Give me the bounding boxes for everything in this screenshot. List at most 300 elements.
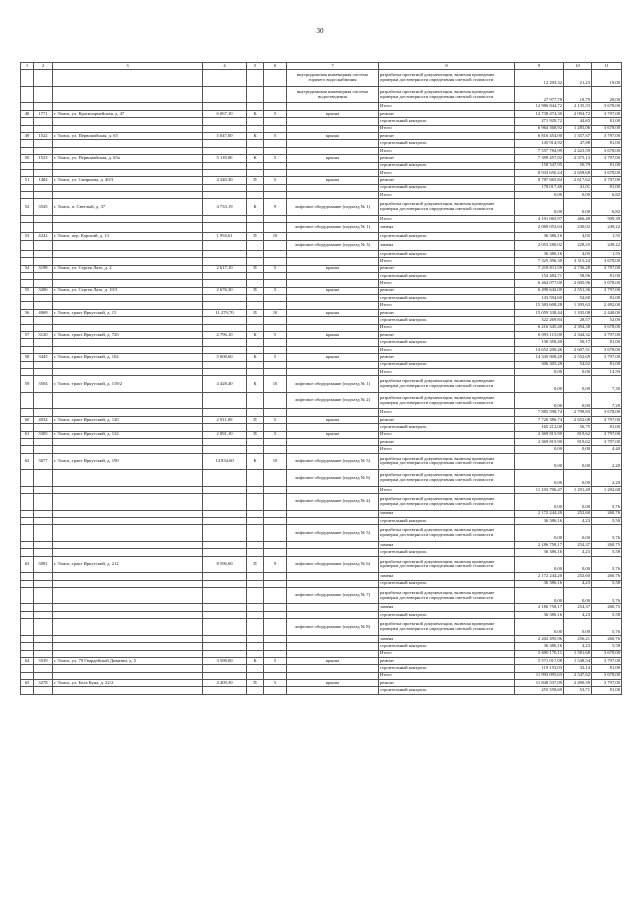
table-row	[21, 470, 622, 487]
limit-cost-cell: 3 797,00	[592, 265, 622, 272]
num-cell: 62	[21, 453, 34, 470]
work-type-cell: Итого	[379, 192, 515, 199]
limit-cost-cell: 81,00	[592, 295, 622, 302]
system-cell	[287, 103, 379, 110]
cost-cell: 0,00	[515, 587, 564, 604]
floors-cell: 9	[264, 199, 287, 216]
address-cell	[53, 643, 203, 650]
system-cell: крыша	[287, 177, 379, 184]
cost-cell: 12 738 474,30	[515, 110, 564, 117]
system-cell: крыша	[287, 354, 379, 361]
floors-cell	[264, 525, 287, 542]
floors-cell: 5	[264, 132, 287, 139]
address-cell	[53, 486, 203, 493]
system-cell	[287, 580, 379, 587]
floors-cell	[264, 346, 287, 353]
address-cell: г. Томск, ул. Первомайская, д. 65	[53, 132, 203, 139]
floors-cell	[264, 240, 287, 250]
code-cell	[34, 486, 53, 493]
cost-cell: 178 017,40	[515, 184, 564, 191]
area-cell	[203, 280, 247, 287]
code-cell	[34, 86, 53, 103]
wall-type-cell	[247, 86, 264, 103]
num-cell	[21, 258, 34, 265]
limit-cost-cell: 509,39	[592, 215, 622, 222]
wall-type-cell	[247, 215, 264, 222]
floors-cell	[264, 324, 287, 331]
cost-per-m2-cell: 0,00	[564, 446, 592, 453]
area-cell	[203, 125, 247, 132]
num-cell	[21, 302, 34, 309]
table-row	[21, 346, 622, 353]
cost-cell: 143 594,60	[515, 295, 564, 302]
limit-cost-cell: 3 797,00	[592, 110, 622, 117]
table-row	[21, 169, 622, 176]
wall-type-cell: П	[247, 309, 264, 316]
limit-cost-cell: 5,58	[592, 611, 622, 618]
num-cell	[21, 446, 34, 453]
address-cell	[53, 192, 203, 199]
cost-cell: 7 399 457,02	[515, 155, 564, 162]
limit-cost-cell: 7,30	[592, 376, 622, 393]
table-row	[21, 619, 622, 636]
cost-per-m2-cell: 2 490,39	[564, 680, 592, 687]
header-cell-2: 2	[34, 63, 53, 70]
cost-per-m2-cell: 252,60	[564, 510, 592, 517]
cost-cell: 36 386,16	[515, 233, 564, 240]
system-cell: крыша	[287, 287, 379, 294]
system-cell	[287, 635, 379, 642]
num-cell	[21, 409, 34, 416]
work-type-cell: ремонт	[379, 438, 515, 445]
system-cell	[287, 192, 379, 199]
work-type-cell: Итого	[379, 147, 515, 154]
address-cell: г. Томск, тракт Иркутский, д. 122	[53, 431, 203, 438]
area-cell: 5 118,00	[203, 155, 247, 162]
limit-cost-cell: 81,00	[592, 339, 622, 346]
cost-cell: 5 571 017,08	[515, 657, 564, 664]
limit-cost-cell: 5,58	[592, 549, 622, 556]
floors-cell: 5	[264, 332, 287, 339]
num-cell	[21, 687, 34, 694]
address-cell: г. Томск, тракт Иркутский, д. 212	[53, 556, 203, 573]
code-cell: 3504	[34, 376, 53, 393]
cost-cell: 8 933 650,24	[515, 169, 564, 176]
table-row	[21, 110, 622, 117]
code-cell	[34, 650, 53, 657]
floors-cell: 5	[264, 657, 287, 664]
address-cell	[53, 70, 203, 87]
area-cell	[203, 215, 247, 222]
wall-type-cell	[247, 295, 264, 302]
limit-cost-cell: 5,58	[592, 643, 622, 650]
table-header-row	[21, 63, 622, 70]
table-row	[21, 431, 622, 438]
code-cell: 4069	[34, 309, 53, 316]
floors-cell	[264, 369, 287, 376]
wall-type-cell	[247, 486, 264, 493]
limit-cost-cell: 81,00	[592, 140, 622, 147]
floors-cell	[264, 573, 287, 580]
work-type-cell: Итого	[379, 302, 515, 309]
area-cell	[203, 317, 247, 324]
system-cell	[287, 486, 379, 493]
cost-cell: 154 484,71	[515, 272, 564, 279]
work-type-cell: разработка проектной документации, включая проведение проверки достоверности определения сметной стоимости	[379, 453, 515, 470]
limit-cost-cell: 81,00	[592, 184, 622, 191]
code-cell	[34, 162, 53, 169]
address-cell: г. Томск, тракт Иркутский, д. 102	[53, 354, 203, 361]
table-row	[21, 250, 622, 257]
area-cell	[203, 86, 247, 103]
address-cell: г. Томск, ул. Сергея Лазо, д. 2	[53, 265, 203, 272]
code-cell	[34, 392, 53, 409]
work-type-cell: строительный контроль	[379, 140, 515, 147]
work-type-cell: Итого	[379, 650, 515, 657]
address-cell	[53, 619, 203, 636]
cost-per-m2-cell: 0,00	[564, 453, 592, 470]
cost-per-m2-cell: 54,62	[564, 361, 592, 368]
cost-cell: 7 557 784,99	[515, 147, 564, 154]
table-row	[21, 680, 622, 687]
area-cell: 8 596,60	[203, 556, 247, 573]
num-cell	[21, 339, 34, 346]
system-cell: крыша	[287, 332, 379, 339]
work-type-cell: разработка проектной документации, включая проведение проверки достоверности определения сметной стоимости	[379, 376, 515, 393]
code-cell	[34, 541, 53, 548]
header-cell-5: 5	[247, 63, 264, 70]
cost-cell: 2 186 758,17	[515, 541, 564, 548]
cost-cell: 6 964 368,92	[515, 125, 564, 132]
code-cell: 3120	[34, 332, 53, 339]
area-cell	[203, 140, 247, 147]
cost-per-m2-cell: 2 394,38	[564, 324, 592, 331]
address-cell	[53, 635, 203, 642]
area-cell: 3 598,00	[203, 657, 247, 664]
area-cell: 4 733,19	[203, 199, 247, 216]
num-cell	[21, 103, 34, 110]
system-cell: крыша	[287, 309, 379, 316]
address-cell	[53, 672, 203, 679]
system-cell	[287, 118, 379, 125]
system-cell	[287, 346, 379, 353]
wall-type-cell	[247, 162, 264, 169]
system-cell: крыша	[287, 110, 379, 117]
code-cell	[34, 604, 53, 611]
cost-cell: 15 059 338,44	[515, 309, 564, 316]
cost-per-m2-cell: 56,75	[564, 424, 592, 431]
work-type-cell: Итого	[379, 431, 515, 438]
header-cell-7: 7	[287, 63, 379, 70]
num-cell	[21, 486, 34, 493]
wall-type-cell	[247, 346, 264, 353]
cost-cell: 0,00	[515, 619, 564, 636]
code-cell	[34, 295, 53, 302]
work-type-cell: разработка проектной документации, включая проведение проверки достоверности определения сметной стоимости	[379, 470, 515, 487]
code-cell	[34, 184, 53, 191]
work-type-cell: ремонт	[379, 132, 515, 139]
num-cell	[21, 295, 34, 302]
area-cell	[203, 324, 247, 331]
code-cell	[34, 687, 53, 694]
cost-cell: 2 186 758,17	[515, 604, 564, 611]
wall-type-cell	[247, 650, 264, 657]
address-cell	[53, 650, 203, 657]
num-cell: 59	[21, 376, 34, 393]
table-row	[21, 361, 622, 368]
work-type-cell: разработка проектной документации, включая проведение проверки достоверности определения сметной стоимости	[379, 556, 515, 573]
work-type-cell: строительный контроль	[379, 184, 515, 191]
work-type-cell: ремонт	[379, 416, 515, 423]
cost-per-m2-cell: 4,23	[564, 643, 592, 650]
code-cell: 3545	[34, 199, 53, 216]
address-cell	[53, 86, 203, 103]
code-cell	[34, 580, 53, 587]
cost-per-m2-cell: 3 315,24	[564, 258, 592, 265]
num-cell	[21, 650, 34, 657]
cost-per-m2-cell: 2 375,13	[564, 155, 592, 162]
table-row	[21, 672, 622, 679]
system-cell: крыша	[287, 416, 379, 423]
cost-cell: 15 383 608,28	[515, 302, 564, 309]
limit-cost-cell: 81,00	[592, 118, 622, 125]
address-cell: г. Томск, пер. Карский, д. 13	[53, 233, 203, 240]
cost-cell: 2 172 244,20	[515, 510, 564, 517]
system-cell	[287, 446, 379, 453]
area-cell	[203, 295, 247, 302]
table-row	[21, 118, 622, 125]
system-cell	[287, 409, 379, 416]
cost-cell: 12 986 844,72	[515, 103, 564, 110]
system-cell	[287, 665, 379, 672]
cost-cell: 0,00	[515, 470, 564, 487]
code-cell	[34, 103, 53, 110]
floors-cell: 5	[264, 265, 287, 272]
cost-cell: 2 053 280,02	[515, 240, 564, 250]
table-row	[21, 125, 622, 132]
code-cell: 3278	[34, 680, 53, 687]
num-cell	[21, 192, 34, 199]
cost-cell: 6 490 642,00	[515, 287, 564, 294]
limit-cost-cell: 1 292,68	[592, 486, 622, 493]
area-cell: 2 891,10	[203, 431, 247, 438]
wall-type-cell	[247, 169, 264, 176]
cost-cell: 36 386,16	[515, 549, 564, 556]
floors-cell	[264, 215, 287, 222]
code-cell	[34, 643, 53, 650]
cost-cell: 2 069 053,64	[515, 223, 564, 233]
address-cell	[53, 184, 203, 191]
cost-per-m2-cell: 230,02	[564, 223, 592, 233]
code-cell	[34, 339, 53, 346]
wall-type-cell: П	[247, 265, 264, 272]
limit-cost-cell: 5,76	[592, 556, 622, 573]
limit-cost-cell: 14,59	[592, 369, 622, 376]
wall-type-cell	[247, 184, 264, 191]
code-cell	[34, 573, 53, 580]
cost-cell: 145 914,92	[515, 140, 564, 147]
address-cell	[53, 687, 203, 694]
wall-type-cell	[247, 369, 264, 376]
address-cell	[53, 223, 203, 233]
code-cell	[34, 549, 53, 556]
address-cell	[53, 438, 203, 445]
address-cell	[53, 510, 203, 517]
num-cell	[21, 147, 34, 154]
limit-cost-cell: 3 678,00	[592, 650, 622, 657]
table-row	[21, 302, 622, 309]
floors-cell: 10	[264, 309, 287, 316]
floors-cell: 5	[264, 287, 287, 294]
code-cell	[34, 240, 53, 250]
cost-per-m2-cell: 2 798,85	[564, 409, 592, 416]
floors-cell	[264, 650, 287, 657]
code-cell	[34, 369, 53, 376]
floors-cell	[264, 665, 287, 672]
cost-per-m2-cell: 28,57	[564, 317, 592, 324]
work-type-cell: строительный контроль	[379, 643, 515, 650]
table-row	[21, 265, 622, 272]
area-cell	[203, 339, 247, 346]
system-cell	[287, 510, 379, 517]
floors-cell	[264, 392, 287, 409]
cost-cell: 6 816 454,00	[515, 132, 564, 139]
cost-cell: 36 386,16	[515, 611, 564, 618]
wall-type-cell: К	[247, 332, 264, 339]
code-cell: 3081	[34, 556, 53, 573]
code-cell	[34, 192, 53, 199]
cost-cell: 7 218 811,59	[515, 265, 564, 272]
area-cell	[203, 619, 247, 636]
limit-cost-cell: 3 797,00	[592, 177, 622, 184]
work-type-cell: строительный контроль	[379, 339, 515, 346]
address-cell	[53, 250, 203, 257]
system-cell	[287, 687, 379, 694]
cost-per-m2-cell: 50,79	[564, 162, 592, 169]
work-type-cell: строительный контроль	[379, 118, 515, 125]
limit-cost-cell: 81,00	[592, 162, 622, 169]
num-cell	[21, 494, 34, 511]
num-cell	[21, 361, 34, 368]
floors-cell	[264, 125, 287, 132]
limit-cost-cell: 3 678,00	[592, 324, 622, 331]
header-cell-9: 9	[515, 63, 564, 70]
code-cell	[34, 324, 53, 331]
floors-cell	[264, 295, 287, 302]
floors-cell	[264, 494, 287, 511]
system-cell: лифтовое оборудование (подъезд № 1)	[287, 199, 379, 216]
table-row	[21, 192, 622, 199]
limit-cost-cell: 3 797,00	[592, 657, 622, 664]
work-type-cell: замена	[379, 541, 515, 548]
wall-type-cell	[247, 672, 264, 679]
table-row	[21, 317, 622, 324]
area-cell: 14 834,60	[203, 453, 247, 470]
table-row	[21, 549, 622, 556]
wall-type-cell	[247, 525, 264, 542]
address-cell	[53, 140, 203, 147]
table-row	[21, 424, 622, 431]
wall-type-cell: П	[247, 431, 264, 438]
address-cell: г. Томск, ул. Первомайская, д. 65а	[53, 155, 203, 162]
cost-per-m2-cell: 0,00	[564, 619, 592, 636]
num-cell	[21, 86, 34, 103]
system-cell: лифтовое оборудование (подъезд № 4)	[287, 494, 379, 511]
wall-type-cell	[247, 324, 264, 331]
wall-type-cell	[247, 619, 264, 636]
floors-cell	[264, 258, 287, 265]
cost-cell: 0,00	[515, 446, 564, 453]
table-row	[21, 86, 622, 103]
floors-cell: 5	[264, 680, 287, 687]
address-cell	[53, 549, 203, 556]
limit-cost-cell: 81,00	[592, 665, 622, 672]
limit-cost-cell: 3 678,00	[592, 409, 622, 416]
wall-type-cell	[247, 604, 264, 611]
work-type-cell: разработка проектной документации, включая проведение проверки достоверности определения сметной стоимости	[379, 587, 515, 604]
num-cell	[21, 510, 34, 517]
area-cell	[203, 510, 247, 517]
area-cell: 4 428,40	[203, 376, 247, 393]
work-type-cell: строительный контроль	[379, 272, 515, 279]
cost-cell: 2 369 815,90	[515, 431, 564, 438]
cost-cell: 2 172 244,20	[515, 573, 564, 580]
cost-per-m2-cell: 50,17	[564, 339, 592, 346]
cost-cell: 0,00	[515, 453, 564, 470]
work-type-cell: разработка проектной документации, включая проведение проверки достоверности определения сметной стоимости	[379, 494, 515, 511]
floors-cell	[264, 438, 287, 445]
table-row	[21, 223, 622, 233]
system-cell	[287, 573, 379, 580]
floors-cell	[264, 409, 287, 416]
address-cell	[53, 494, 203, 511]
area-cell	[203, 250, 247, 257]
floors-cell	[264, 687, 287, 694]
cost-per-m2-cell: 1 393,63	[564, 302, 592, 309]
floors-cell	[264, 510, 287, 517]
area-cell: 2 796,10	[203, 332, 247, 339]
area-cell	[203, 162, 247, 169]
wall-type-cell	[247, 223, 264, 233]
wall-type-cell	[247, 70, 264, 87]
num-cell	[21, 438, 34, 445]
header-cell-6: 6	[264, 63, 287, 70]
area-cell	[203, 494, 247, 511]
table-row	[21, 409, 622, 416]
system-cell	[287, 438, 379, 445]
limit-cost-cell: 5,76	[592, 619, 622, 636]
cost-cell: 8 787 665,84	[515, 177, 564, 184]
address-cell	[53, 302, 203, 309]
address-cell	[53, 587, 203, 604]
num-cell: 54	[21, 265, 34, 272]
wall-type-cell	[247, 140, 264, 147]
cost-per-m2-cell: 2 094,72	[564, 110, 592, 117]
limit-cost-cell: 260,76	[592, 510, 622, 517]
floors-cell	[264, 549, 287, 556]
address-cell	[53, 169, 203, 176]
table-row	[21, 635, 622, 642]
cost-per-m2-cell: 2 135,33	[564, 103, 592, 110]
cost-per-m2-cell: 4,23	[564, 549, 592, 556]
wall-type-cell	[247, 361, 264, 368]
code-cell: 3305	[34, 431, 53, 438]
floors-cell	[264, 70, 287, 87]
area-cell	[203, 240, 247, 250]
cost-per-m2-cell: 2 607,31	[564, 346, 592, 353]
system-cell: крыша	[287, 265, 379, 272]
work-type-cell: Итого	[379, 258, 515, 265]
